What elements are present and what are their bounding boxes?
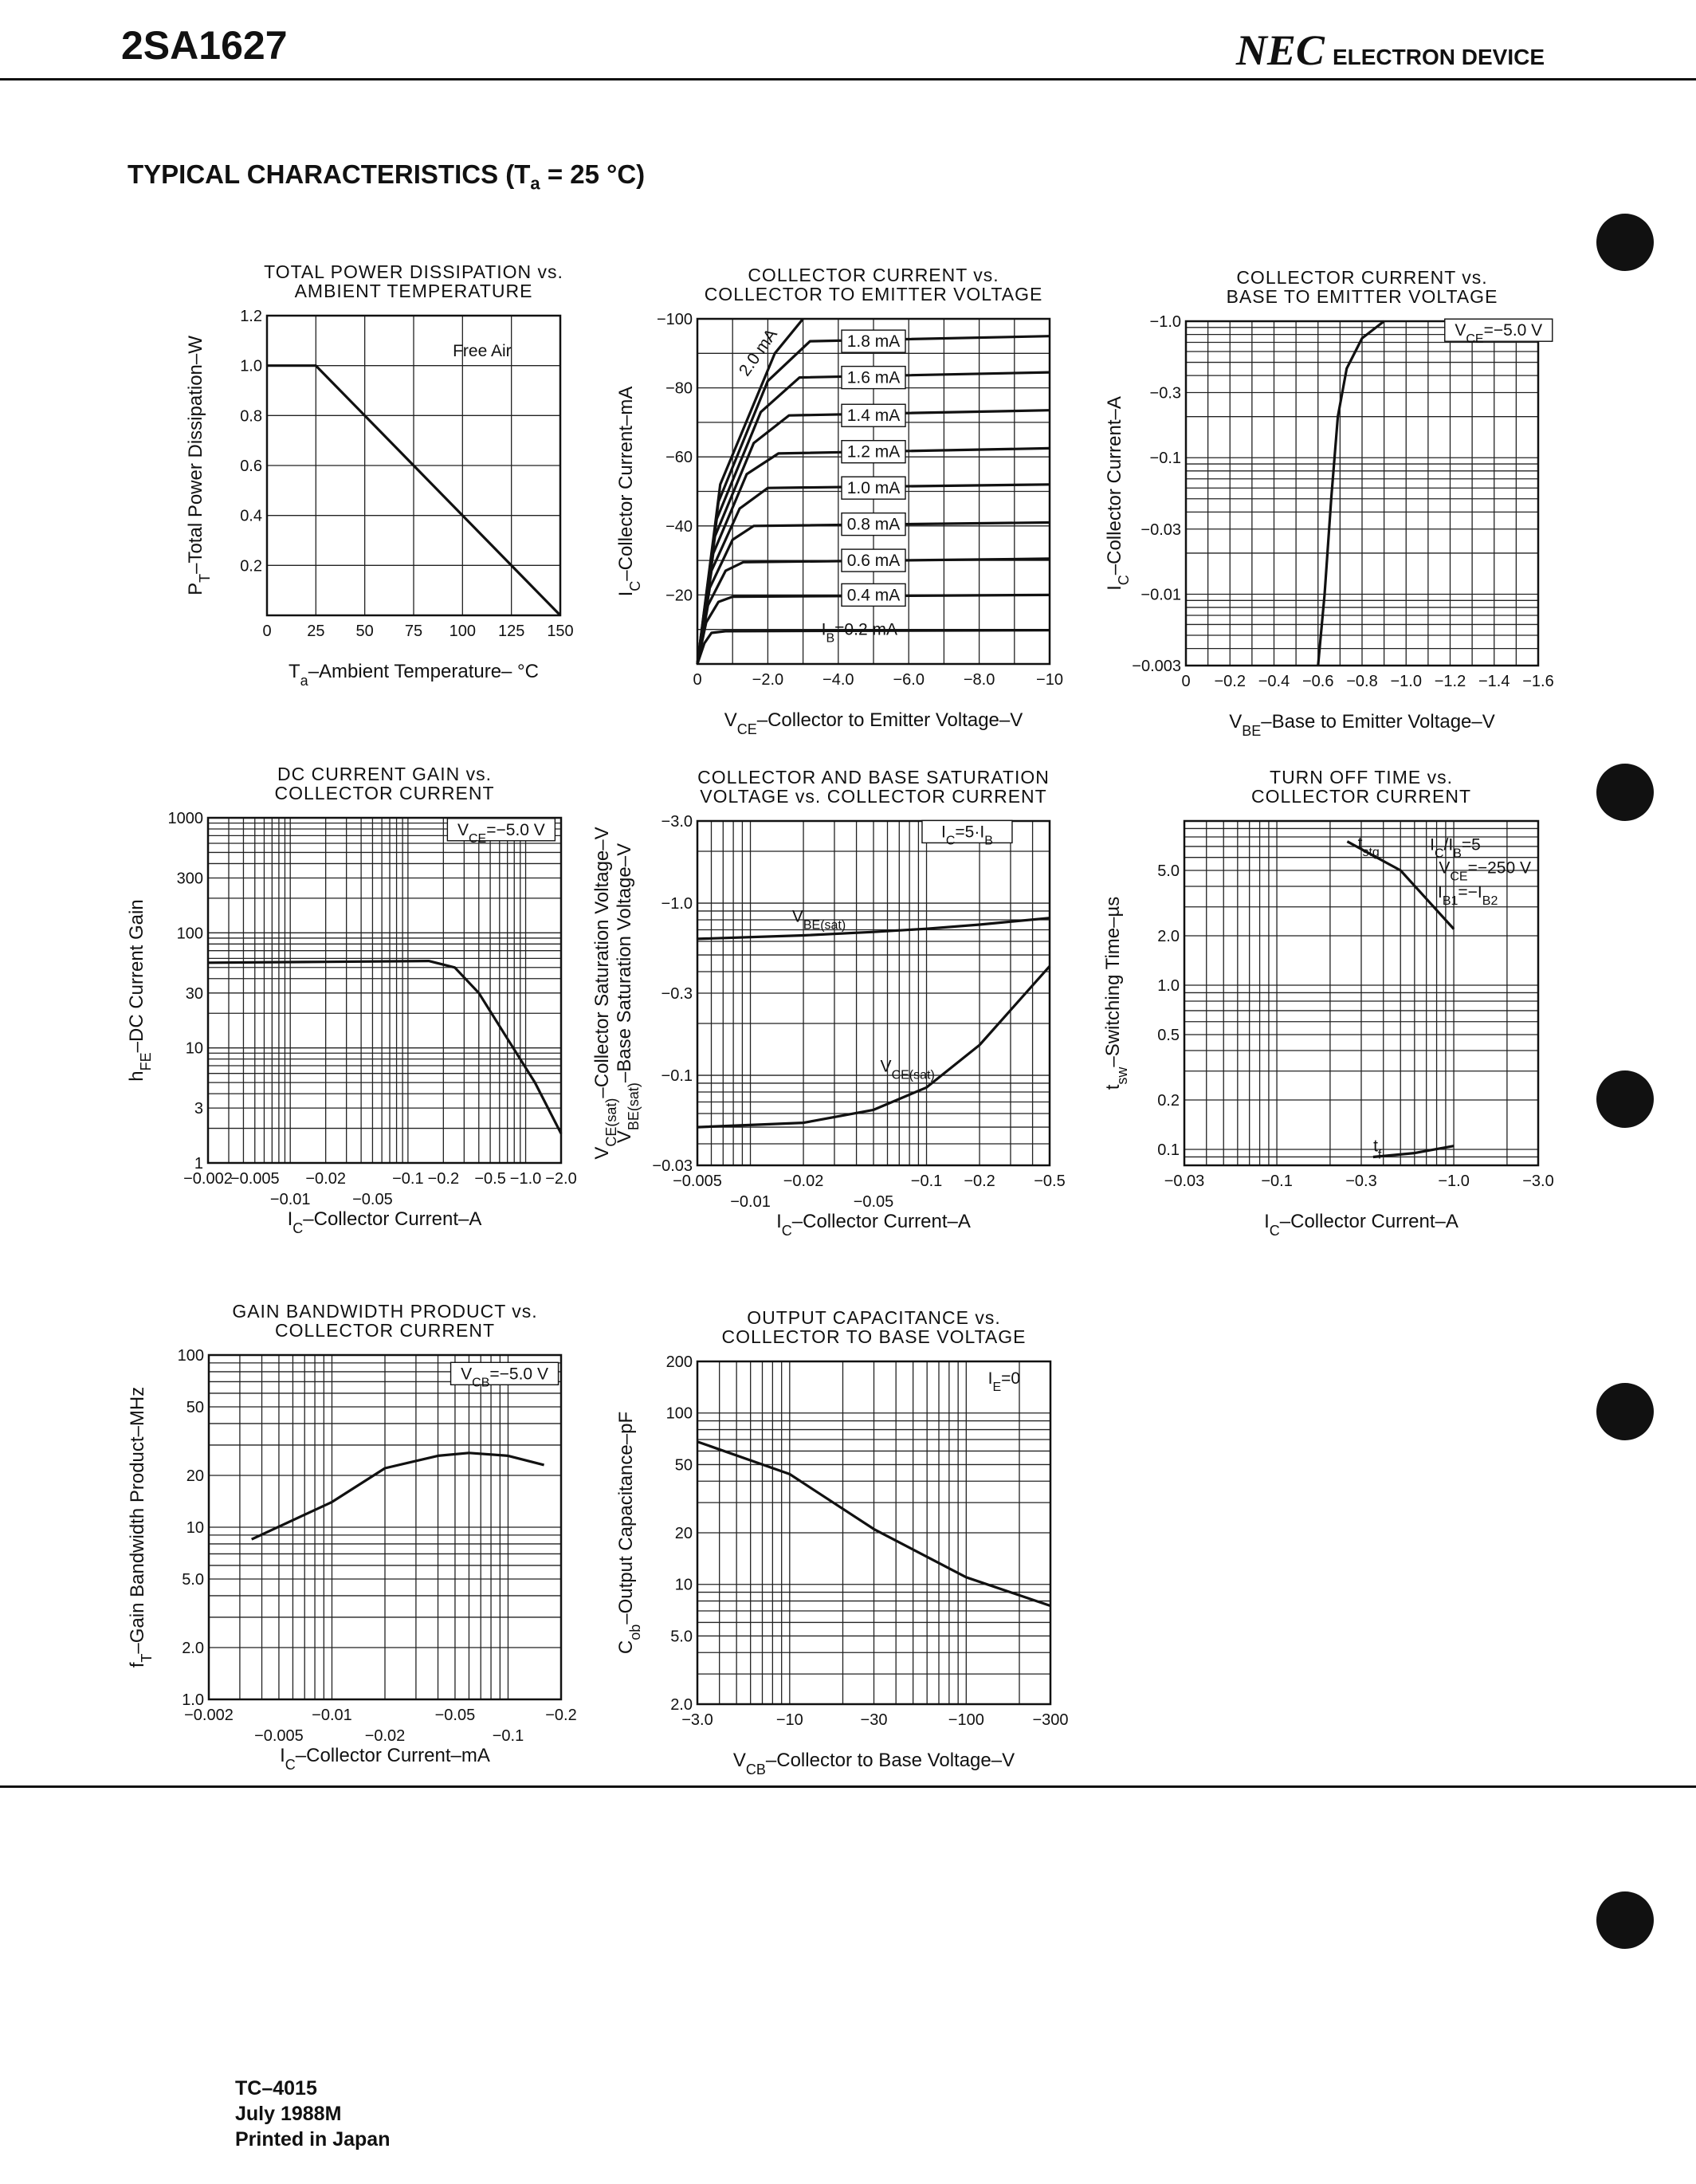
annotation-label: $t_{stg}$	[1357, 835, 1380, 859]
y-axis-label: $I_C$–Collector Current–mA	[615, 386, 643, 597]
y-tick-label: −20	[665, 587, 693, 605]
y-tick-label: −0.1	[1149, 450, 1181, 468]
chart-title: COLLECTOR CURRENT	[274, 783, 495, 803]
x-tick-label: 125	[497, 623, 525, 640]
x-axis-label: $V_{BE}$–Base to Emitter Voltage–V	[1229, 711, 1495, 739]
y-axis-label-2: $V_{BE(sat)}$–Base Saturation Voltage–V	[614, 843, 642, 1144]
y-axis-label: $I_C$–Collector Current–A	[1104, 396, 1132, 591]
section-title-end: = 25 °C)	[540, 159, 646, 189]
y-tick-label: −1.0	[1149, 313, 1181, 331]
x-axis-label: $V_{CB}$–Collector to Base Voltage–V	[732, 1750, 1015, 1777]
x-tick-label: −0.02	[364, 1727, 406, 1745]
series-line	[1318, 321, 1384, 666]
chart-c5	[591, 767, 1066, 1239]
x-axis-label: $I_C$–Collector Current–mA	[280, 1745, 490, 1773]
x-tick-label: −300	[1032, 1711, 1069, 1729]
section-title-main: TYPICAL CHARACTERISTICS (T	[128, 159, 531, 189]
y-tick-label: 20	[186, 1467, 204, 1485]
x-tick-label: −0.2	[545, 1707, 577, 1724]
y-tick-label: 2.0	[670, 1696, 693, 1714]
y-tick-label: 0.6	[240, 458, 262, 475]
x-tick-label: −0.5	[1034, 1173, 1066, 1190]
chart-title: COLLECTOR TO BASE VOLTAGE	[721, 1326, 1027, 1347]
x-tick-label: −0.02	[783, 1173, 824, 1190]
y-axis-label: $t_{sw}$–Switching Time–µs	[1102, 896, 1130, 1090]
y-axis-label: $P_T$–Total Power Dissipation–W	[185, 336, 213, 595]
x-tick-label: −1.4	[1478, 673, 1510, 690]
x-tick-label: −0.1	[492, 1727, 524, 1745]
annotation-label: $t_f$	[1373, 1137, 1382, 1162]
y-axis-label: $h_{FE}-DC$ Current Gain	[126, 899, 154, 1082]
chart-c4	[126, 764, 577, 1236]
chart-c3	[1104, 267, 1554, 739]
y-tick-label: −0.3	[1149, 384, 1181, 403]
y-tick-label: 0.5	[1157, 1027, 1180, 1045]
x-tick-label: −2.0	[752, 671, 784, 689]
y-tick-label: 100	[177, 1347, 204, 1365]
x-tick-label: −0.005	[230, 1170, 280, 1188]
x-tick-label: 0	[693, 671, 702, 689]
x-tick-label: −2.0	[545, 1170, 577, 1188]
chart-title: COLLECTOR CURRENT vs.	[748, 265, 999, 285]
section-title-sub: a	[530, 173, 540, 194]
x-tick-label: 0	[1181, 673, 1191, 690]
x-tick-label: −0.05	[352, 1191, 393, 1208]
series-line	[1373, 1146, 1454, 1157]
y-tick-label: 0.4	[240, 507, 262, 525]
nec-logo: NEC	[1235, 26, 1325, 74]
x-tick-label: −0.05	[434, 1707, 476, 1724]
y-tick-label: 1.2	[240, 308, 262, 325]
x-tick-label: 100	[449, 623, 477, 640]
plot-frame	[208, 818, 561, 1163]
annotation-label: $I_E=0$	[987, 1369, 1021, 1394]
annotation-label: $I_C=5\cdot I_B$	[941, 823, 993, 847]
y-tick-label: 30	[185, 984, 203, 1003]
x-tick-label: 75	[404, 623, 423, 640]
y-tick-label: −0.003	[1132, 658, 1181, 675]
y-tick-label: −3.0	[661, 813, 693, 831]
chart-c6	[1102, 767, 1554, 1239]
chart-title: COLLECTOR AND BASE SATURATION	[697, 767, 1050, 788]
x-tick-label: 25	[307, 623, 325, 640]
x-tick-label: 50	[355, 623, 374, 640]
x-tick-label: −100	[948, 1711, 984, 1729]
chart-title: TURN OFF TIME vs.	[1270, 767, 1453, 788]
y-tick-label: 5.0	[670, 1628, 693, 1646]
x-tick-label: −0.6	[1302, 673, 1334, 690]
x-tick-label: −10	[775, 1711, 803, 1729]
chart-c8	[615, 1307, 1069, 1777]
annotation-label: $I_C/I_B=5$	[1430, 835, 1481, 860]
y-tick-label: 2.0	[182, 1639, 204, 1657]
chart-title: COLLECTOR TO EMITTER VOLTAGE	[704, 284, 1043, 304]
x-tick-label: −0.01	[269, 1191, 311, 1208]
y-tick-label: 50	[674, 1456, 693, 1475]
annotation-label: 1.0 mA	[846, 479, 901, 498]
printed-in: Printed in Japan	[235, 2128, 391, 2151]
y-tick-label: 0.1	[1157, 1141, 1180, 1160]
annotation-label: 1.6 mA	[846, 368, 901, 387]
y-tick-label: 10	[186, 1519, 204, 1537]
y-tick-label: −0.01	[1140, 586, 1181, 604]
annotation-label: $V_{BE(sat)}$	[791, 907, 846, 932]
x-axis-label: $I_C$–Collector Current–A	[287, 1208, 482, 1236]
x-tick-label: 0	[262, 623, 272, 640]
y-tick-label: 10	[185, 1039, 203, 1058]
annotation-label: $V_{CE}=-250$ V	[1439, 858, 1531, 884]
annotation-label: $I_{B1}=-I_{B2}$	[1437, 882, 1498, 908]
y-tick-label: −0.03	[652, 1157, 693, 1175]
x-tick-label: −1.0	[509, 1170, 542, 1188]
y-tick-label: 2.0	[1157, 928, 1180, 945]
x-tick-label: −0.03	[1164, 1173, 1205, 1190]
y-tick-label: 5.0	[1157, 862, 1180, 881]
annotation-label: 0.4 mA	[846, 586, 901, 605]
x-tick-label: −30	[860, 1711, 888, 1729]
x-tick-label: −0.1	[1261, 1173, 1293, 1190]
x-tick-label: −0.02	[305, 1170, 346, 1188]
annotation-label: $V_{CE}=-5.0$ V	[457, 820, 545, 846]
x-tick-label: −3.0	[681, 1711, 713, 1729]
annotation-label: 0.6 mA	[846, 552, 901, 571]
y-tick-label: −40	[665, 517, 693, 536]
annotation-label: 1.8 mA	[846, 332, 901, 352]
x-tick-label: −0.05	[853, 1193, 894, 1211]
part-number: 2SA1627	[121, 23, 288, 68]
x-tick-label: −0.8	[1346, 673, 1378, 690]
annotation-label: $V_{CB}=-5.0$ V	[461, 1365, 548, 1389]
brand-subtitle: ELECTRON DEVICE	[1332, 45, 1545, 69]
chart-c1	[185, 261, 574, 689]
annotation-label: $I_B=0.2$ mA	[821, 620, 897, 646]
x-tick-label: −0.005	[254, 1727, 304, 1745]
y-tick-label: 100	[176, 925, 203, 943]
x-tick-label: −8.0	[963, 671, 995, 689]
y-tick-label: 1.0	[240, 357, 262, 375]
x-tick-label: −0.2	[1214, 673, 1246, 690]
annotation-label: $V_{CE}=-5.0$ V	[1455, 321, 1543, 346]
chart-title: VOLTAGE vs. COLLECTOR CURRENT	[700, 786, 1047, 807]
x-tick-label: −1.6	[1522, 673, 1554, 690]
y-tick-label: −60	[665, 449, 693, 467]
x-axis-label: $V_{CE}$–Collector to Emitter Voltage–V	[724, 709, 1023, 737]
x-axis-label: $I_C$–Collector Current–A	[1264, 1211, 1458, 1239]
x-tick-label: −0.002	[184, 1707, 234, 1724]
x-tick-label: −0.01	[730, 1193, 771, 1211]
y-tick-label: −0.1	[661, 1067, 693, 1086]
x-tick-label: −0.005	[673, 1173, 722, 1190]
x-tick-label: −0.3	[1345, 1173, 1377, 1190]
chart-title: GAIN BANDWIDTH PRODUCT vs.	[232, 1301, 538, 1322]
chart-title: COLLECTOR CURRENT vs.	[1236, 267, 1488, 288]
y-tick-label: 1	[194, 1155, 203, 1173]
y-axis-label: $f_T$–Gain Bandwidth Product–MHz	[127, 1386, 155, 1668]
y-tick-label: 0.2	[240, 557, 262, 575]
chart-c7	[127, 1301, 577, 1773]
x-tick-label: −1.0	[1438, 1173, 1470, 1190]
annotation-label: 1.2 mA	[846, 442, 901, 462]
annotation-label: Free Air	[453, 341, 512, 360]
y-tick-label: 200	[665, 1353, 693, 1371]
x-tick-label: −1.2	[1434, 673, 1466, 690]
chart-c2	[615, 265, 1063, 737]
x-tick-label: −0.1	[910, 1173, 943, 1190]
x-tick-label: −6.0	[893, 671, 925, 689]
y-tick-label: 300	[176, 870, 203, 888]
y-tick-label: 1.0	[182, 1691, 204, 1709]
annotation-label: 0.8 mA	[846, 515, 901, 534]
y-axis-label: $C_{ob}$–Output Capacitance–pF	[615, 1411, 643, 1655]
doc-code: TC–4015	[235, 2077, 317, 2100]
y-tick-label: 0.2	[1157, 1092, 1180, 1110]
x-tick-label: −0.4	[1258, 673, 1290, 690]
annotation-label: 1.4 mA	[846, 407, 901, 426]
chart-title: OUTPUT CAPACITANCE vs.	[747, 1307, 1001, 1328]
footer	[235, 2076, 390, 2152]
x-tick-label: −0.2	[427, 1170, 460, 1188]
print-date: July 1988M	[235, 2103, 342, 2125]
x-tick-label: −0.01	[312, 1707, 352, 1724]
y-tick-label: −80	[665, 379, 693, 398]
y-axis-label: $V_{CE(sat)}$–Collector Saturation Voltage–V	[591, 827, 619, 1160]
y-tick-label: 10	[674, 1576, 693, 1594]
y-tick-label: 20	[674, 1525, 693, 1542]
x-tick-label: −0.002	[183, 1170, 233, 1188]
x-tick-label: −1.0	[1390, 673, 1422, 690]
x-tick-label: −0.1	[392, 1170, 424, 1188]
y-tick-label: 1000	[167, 810, 203, 827]
x-tick-label: 150	[547, 623, 574, 640]
annotation-label: 2.0 mA	[735, 325, 781, 380]
x-tick-label: −4.0	[822, 671, 854, 689]
chart-title: DC CURRENT GAIN vs.	[277, 764, 493, 784]
y-tick-label: −100	[656, 311, 693, 328]
chart-title: BASE TO EMITTER VOLTAGE	[1226, 286, 1498, 307]
chart-title: TOTAL POWER DISSIPATION vs.	[264, 261, 563, 282]
x-axis-label: $T_a$–Ambient Temperature– °C	[289, 661, 539, 689]
y-tick-label: 100	[665, 1404, 693, 1423]
y-tick-label: 0.8	[240, 407, 262, 426]
y-tick-label: −1.0	[661, 895, 693, 913]
y-tick-label: 50	[186, 1399, 204, 1417]
bottom-rule	[0, 1785, 1696, 1788]
y-tick-label: 3	[194, 1100, 203, 1118]
x-tick-label: −10	[1036, 671, 1063, 689]
x-tick-label: −0.5	[474, 1170, 506, 1188]
y-tick-label: 1.0	[1157, 977, 1180, 996]
chart-title: COLLECTOR CURRENT	[1251, 786, 1471, 807]
y-tick-label: 5.0	[182, 1571, 204, 1589]
y-tick-label: −0.03	[1140, 520, 1181, 539]
x-tick-label: −0.2	[964, 1173, 995, 1190]
chart-title: COLLECTOR CURRENT	[275, 1320, 495, 1341]
annotation-label: $V_{CE(sat)}$	[880, 1057, 935, 1082]
y-tick-label: −0.3	[661, 985, 693, 1003]
x-axis-label: $I_C$–Collector Current–A	[776, 1211, 971, 1239]
x-tick-label: −3.0	[1522, 1173, 1554, 1190]
chart-title: AMBIENT TEMPERATURE	[294, 281, 533, 301]
